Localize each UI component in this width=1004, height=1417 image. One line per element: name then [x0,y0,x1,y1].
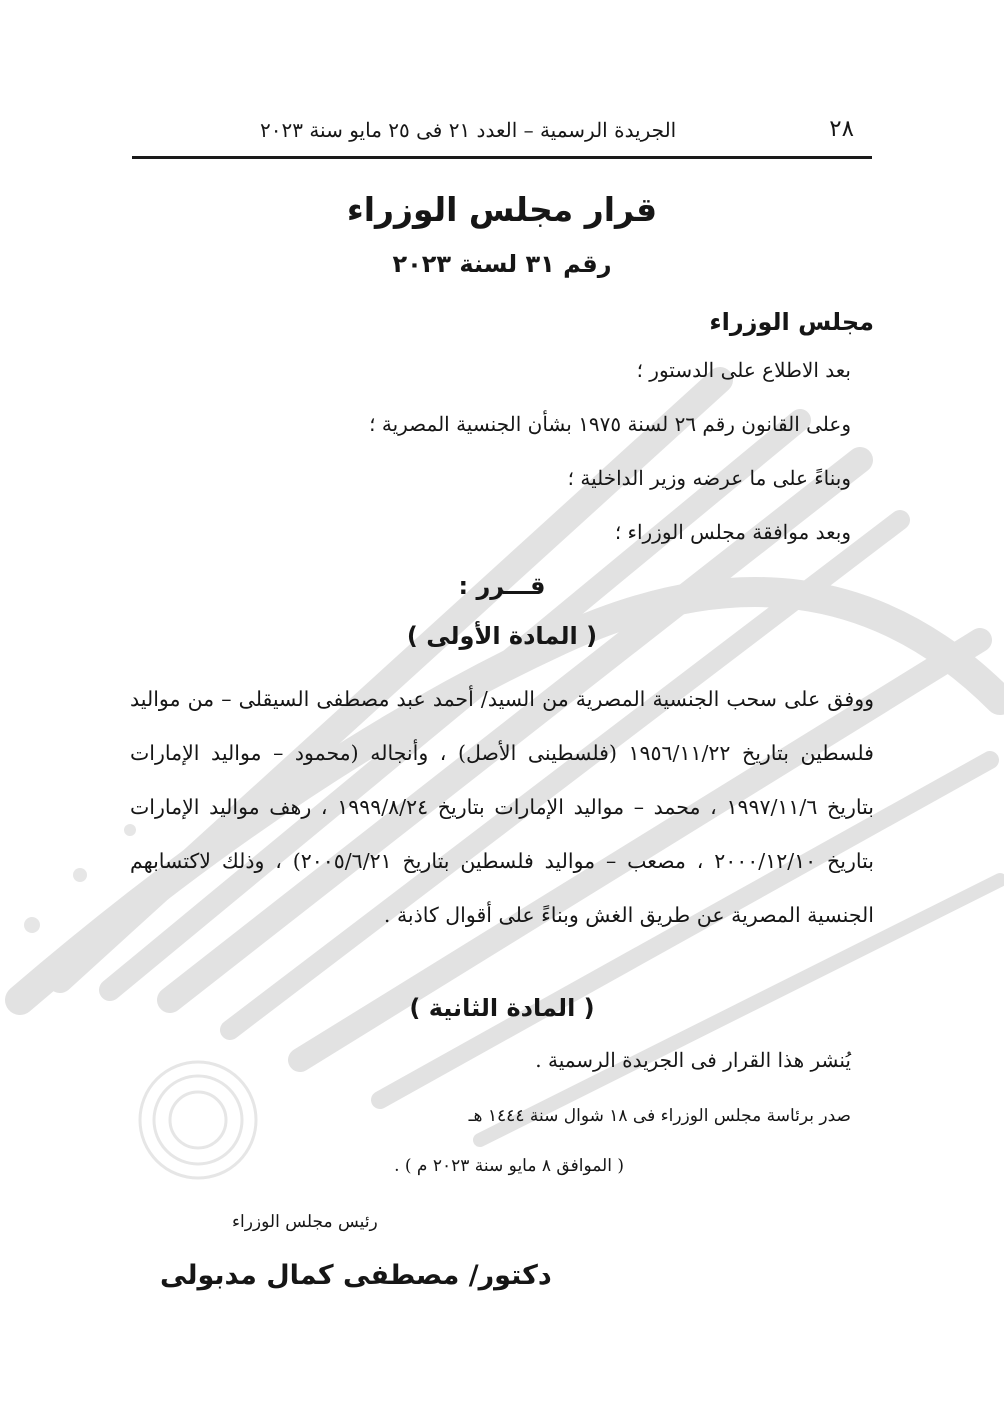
article-2-text: يُنشر هذا القرار فى الجريدة الرسمية . [535,1048,851,1072]
page-number: ٢٨ [829,116,854,142]
article-2-title: ( المادة الثانية ) [409,994,595,1022]
decided-heading: قـــرر : [458,572,546,600]
council-label: مجلس الوزراء [709,308,874,336]
article-1-title: ( المادة الأولى ) [406,622,598,650]
preamble-line: وبناءً على ما عرضه وزير الداخلية ؛ [567,466,851,490]
preamble-line: بعد الاطلاع على الدستور ؛ [636,358,851,382]
preamble-line: وعلى القانون رقم ٢٦ لسنة ١٩٧٥ بشأن الجنسية المصرية ؛ [369,412,851,436]
decree-title: قرار مجلس الوزراء [346,190,658,229]
issue-date-gregorian: ( الموافق ٨ مايو سنة ٢٠٢٣ م ) . [394,1156,624,1176]
header-divider [132,156,872,159]
decree-number: رقم ٣١ لسنة ٢٠٢٣ [392,250,612,278]
page-header [132,112,872,148]
issue-date-hijri: صدر برئاسة مجلس الوزراء فى ١٨ شوال سنة ١٤٤٤ هـ [468,1106,851,1126]
article-1-text: ووفق على سحب الجنسية المصرية من السيد/ أحمد عبد مصطفى السيقلى – من مواليد فلسطين بتاريخ ١٩٥٦/١١/٢٢ (فلسطينى الأصل) ، وأنجاله (محمود – مواليد الإمارات بتاريخ ١٩٩٧/١١/٦ ، محمد – مواليد الإمارات بتاريخ ١٩٩٩/٨/٢٤ ، رهف مواليد الإمارات بتاريخ ٢٠٠٠/١٢/١٠ ، مصعب – مواليد فلسطين بتاريخ ٢٠٠٥/٦/٢١) ، وذلك لاكتسابهم الجنسية المصرية عن طريق الغش وبناءً على أقوال كاذبة . [130,687,874,927]
publication-title: الجريدة الرسمية – العدد ٢١ فى ٢٥ مايو سنة ٢٠٢٣ [260,118,677,142]
preamble-line: وبعد موافقة مجلس الوزراء ؛ [614,520,851,544]
signatory-name: دكتور/ مصطفى كمال مدبولى [160,1260,552,1291]
signatory-title: رئيس مجلس الوزراء [232,1212,378,1232]
